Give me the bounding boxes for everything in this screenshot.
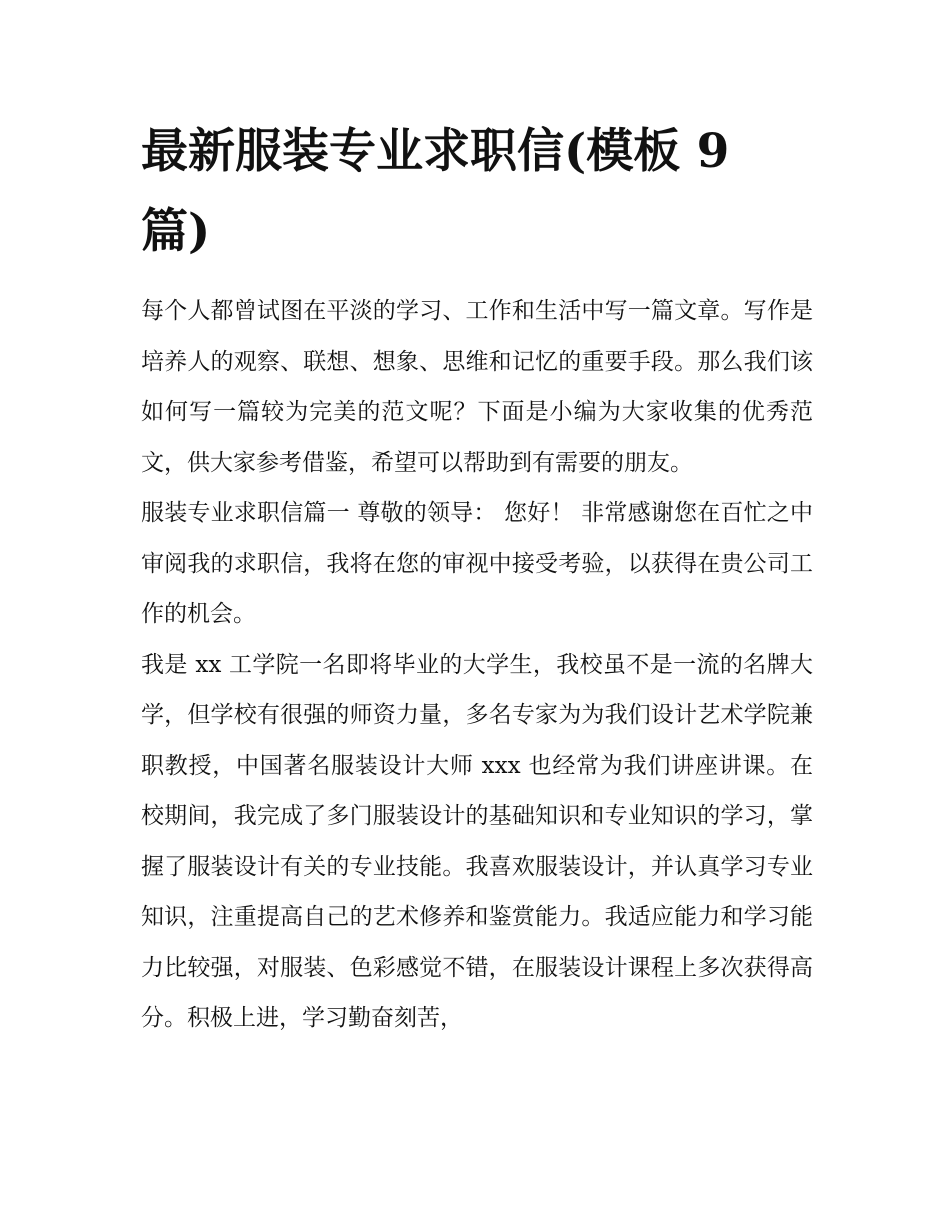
document-body: [141, 112, 813, 1044]
intro-paragraph: 每个人都曾试图在平淡的学习、工作和生活中写一篇文章。写作是培养人的观察、联想、想象、思维和记忆的重要手段。那么我们该如何写一篇较为完美的范文呢？下面是小编为大家收集的优秀范文，供大家参考借鉴，希望可以帮助到有需要的朋友。: [141, 298, 813, 476]
document-title: 最新服装专业求职信(模板 9 篇): [141, 124, 730, 259]
letter-body-paragraph: 我是 xx 工学院一名即将毕业的大学生，我校虽不是一流的名牌大学，但学校有很强的师资力量，多名专家为为我们设计艺术学院兼职教授，中国著名服装设计大师 xxx 也经常为我们讲座讲课。在校期间，我完成了多门服装设计的基础知识和专业知识的学习，掌握了服装设计有关的专业技能。我喜欢服装设计，并认真学习专业知识，注重提高自己的艺术修养和鉴赏能力。我适应能力和学习能力比较强，对服装、色彩感觉不错，在服装设计课程上多次获得高分。积极上进，学习勤奋刻苦，: [141, 651, 813, 1031]
letter-opening-paragraph: 服装专业求职信篇一 尊敬的领导： 您好！ 非常感谢您在百忙之中审阅我的求职信，我将在您的审视中接受考验，以获得在贵公司工作的机会。: [141, 500, 813, 627]
